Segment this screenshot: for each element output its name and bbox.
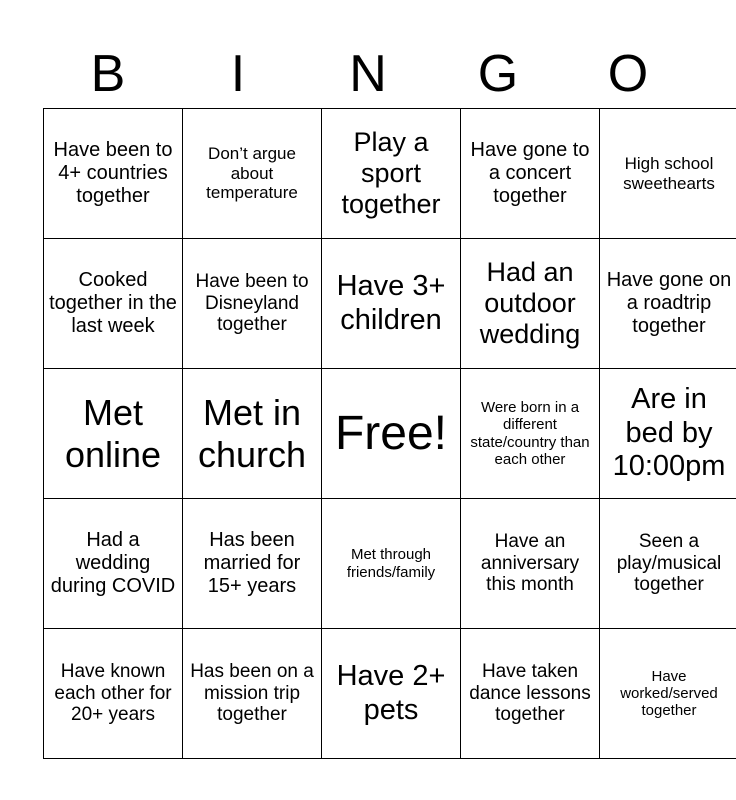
bingo-cell[interactable]: Cooked together in the last week xyxy=(44,239,183,369)
bingo-board xyxy=(43,108,736,759)
header-letter-g: G xyxy=(477,45,519,103)
board-row xyxy=(44,239,736,369)
bingo-cell[interactable]: Seen a play/musical together xyxy=(600,499,736,629)
board-row xyxy=(44,369,736,499)
bingo-cell[interactable]: Have worked/served together xyxy=(600,629,736,759)
bingo-cell[interactable]: Have known each other for 20+ years xyxy=(44,629,183,759)
bingo-cell[interactable]: Has been on a mission trip together xyxy=(183,629,322,759)
bingo-cell[interactable]: Met in church xyxy=(183,369,322,499)
header-letter-b: B xyxy=(90,45,126,103)
bingo-cell[interactable]: Have taken dance lessons together xyxy=(461,629,600,759)
board-row xyxy=(44,629,736,759)
bingo-cell[interactable]: Are in bed by 10:00pm xyxy=(600,369,736,499)
bingo-cell[interactable]: High school sweethearts xyxy=(600,109,736,239)
bingo-cell[interactable]: Have gone to a concert together xyxy=(461,109,600,239)
bingo-cell[interactable]: Had an outdoor wedding xyxy=(461,239,600,369)
board-row xyxy=(44,499,736,629)
bingo-cell[interactable]: Met through friends/family xyxy=(322,499,461,629)
bingo-cell[interactable]: Had a wedding during COVID xyxy=(44,499,183,629)
bingo-cell[interactable]: Have 3+ children xyxy=(322,239,461,369)
bingo-cell[interactable]: Don’t argue about temperature xyxy=(183,109,322,239)
bingo-cell[interactable]: Have 2+ pets xyxy=(322,629,461,759)
header-letter-i: I xyxy=(230,45,246,103)
bingo-header xyxy=(43,40,693,108)
bingo-cell[interactable]: Were born in a different state/country than each other xyxy=(461,369,600,499)
bingo-cell[interactable]: Have gone on a roadtrip together xyxy=(600,239,736,369)
bingo-cell[interactable]: Has been married for 15+ years xyxy=(183,499,322,629)
header-letter-o: O xyxy=(607,45,649,103)
board-row xyxy=(44,109,736,239)
bingo-cell[interactable]: Have been to 4+ countries together xyxy=(44,109,183,239)
bingo-cell[interactable]: Play a sport together xyxy=(322,109,461,239)
free-space[interactable]: Free! xyxy=(322,369,461,499)
bingo-cell[interactable]: Have an anniversary this month xyxy=(461,499,600,629)
bingo-cell[interactable]: Have been to Disneyland together xyxy=(183,239,322,369)
header-letter-n: N xyxy=(349,45,387,103)
bingo-cell[interactable]: Met online xyxy=(44,369,183,499)
